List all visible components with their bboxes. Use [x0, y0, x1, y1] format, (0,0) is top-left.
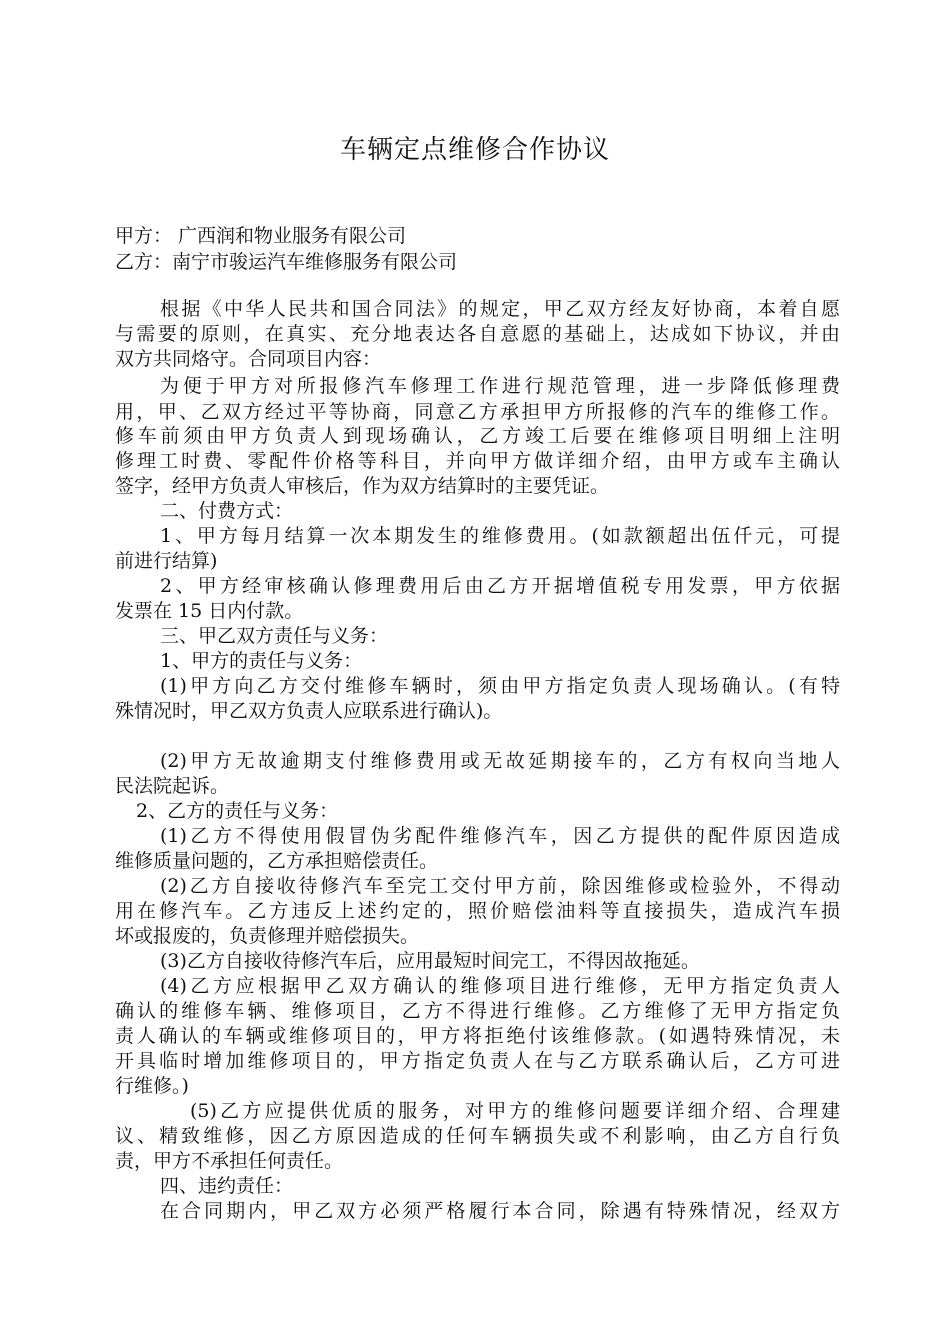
body-line: 殊情况时，甲乙双方负责人应联系进行确认)。 [115, 700, 503, 722]
section-heading: 二、付费方式： [160, 500, 294, 522]
party-a: 甲方： 广西润和物业服务有限公司 [115, 225, 407, 247]
body-line: 确认的维修车辆、维修项目，乙方不得进行维修。乙方维修了无甲方指定负 [115, 1000, 840, 1022]
body-line: 开具临时增加维修项目的，甲方指定负责人在与乙方联系确认后，乙方可进 [115, 1050, 840, 1072]
subsection-heading: 2、乙方的责任与义务： [136, 800, 339, 822]
body-line: 双方共同烙守。合同项目内容： [115, 348, 382, 370]
section-heading: 四、违约责任： [160, 1175, 294, 1197]
body-line: (5)乙方应提供优质的服务，对甲方的维修问题要详细介绍、合理建 [190, 1100, 840, 1122]
body-line: 根据《中华人民共和国合同法》的规定，甲乙双方经友好协商，本着自愿 [160, 298, 840, 320]
body-line: 与需要的原则，在真实、充分地表达各自意愿的基础上，达成如下协议，并由 [115, 323, 840, 345]
body-line: 发票在 15 日内付款。 [115, 600, 304, 622]
body-line: 修车前须由甲方负责人到现场确认，乙方竣工后要在维修项目明细上注明 [115, 425, 840, 447]
body-line: 在合同期内，甲乙双方必须严格履行本合同，除遇有特殊情况，经双方 [160, 1200, 840, 1222]
subsection-heading: 1、甲方的责任与义务： [160, 650, 363, 672]
body-line: 责人确认的车辆或维修项目的，甲方将拒绝付该维修款。(如遇特殊情况，未 [115, 1025, 840, 1047]
party-b: 乙方：南宁市骏运汽车维修服务有限公司 [115, 251, 458, 273]
body-line: 为便于甲方对所报修汽车修理工作进行规范管理，进一步降低修理费 [160, 375, 840, 397]
body-line: (1)甲方向乙方交付维修车辆时，须由甲方指定负责人现场确认。(有特 [160, 675, 840, 697]
body-line: 用，甲、乙双方经过平等协商，同意乙方承担甲方所报修的汽车的维修工作。 [115, 401, 840, 423]
body-line: 维修质量问题的，乙方承担赔偿责任。 [115, 850, 439, 872]
body-line: (2)甲方无故逾期支付维修费用或无故延期接车的，乙方有权向当地人 [160, 750, 840, 772]
body-line: (2)乙方自接收待修汽车至完工交付甲方前，除因维修或检验外，不得动 [160, 875, 840, 897]
document-title: 车辆定点维修合作协议 [339, 135, 610, 165]
body-line: (3)乙方自接收待修汽车后，应用最短时间完工，不得因故拖延。 [160, 950, 700, 972]
body-line: 行维修。) [115, 1075, 189, 1097]
body-line: 前进行结算) [115, 550, 218, 572]
body-line: 2、甲方经审核确认修理费用后由乙方开据增值税专用发票，甲方依据 [160, 575, 840, 597]
body-line: 责，甲方不承担任何责任。 [115, 1150, 344, 1172]
body-line: 签字，经甲方负责人审核后，作为双方结算时的主要凭证。 [115, 475, 610, 497]
body-line: (1)乙方不得使用假冒伪劣配件维修汽车，因乙方提供的配件原因造成 [160, 825, 840, 847]
body-line: 修理工时费、零配件价格等科目，并向甲方做详细介绍，由甲方或车主确认 [115, 450, 840, 472]
body-line: 民法院起诉。 [115, 775, 230, 797]
body-line: 坏或报废的，负责修理并赔偿损失。 [115, 925, 420, 947]
section-heading: 三、甲乙双方责任与义务： [160, 625, 389, 647]
body-line: 用在修汽车。乙方违反上述约定的，照价赔偿油料等直接损失，造成汽车损 [115, 900, 840, 922]
body-line: 议、精致维修，因乙方原因造成的任何车辆损失或不利影响，由乙方自行负 [115, 1125, 840, 1147]
body-line: (4)乙方应根据甲乙双方确认的维修项目进行维修，无甲方指定负责人 [160, 975, 840, 997]
body-line: 1、甲方每月结算一次本期发生的维修费用。(如款额超出伍仟元，可提 [160, 525, 840, 547]
